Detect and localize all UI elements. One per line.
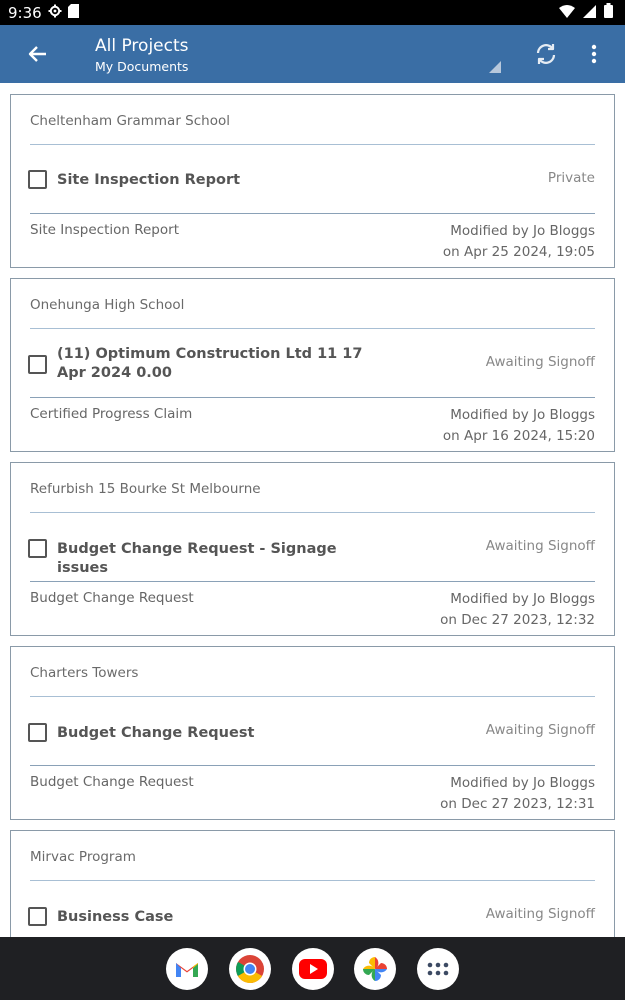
card-status: Awaiting Signoff xyxy=(485,906,595,922)
document-card[interactable] xyxy=(10,646,615,820)
sd-card-icon xyxy=(68,4,79,22)
divider xyxy=(30,144,595,145)
card-modified-info xyxy=(443,221,595,263)
card-modified-by: Modified by Jo Bloggs xyxy=(450,591,595,607)
select-checkbox[interactable] xyxy=(28,170,47,189)
card-document-type: Certified Progress Claim xyxy=(30,406,193,422)
card-document-type: Site Inspection Report xyxy=(30,222,179,238)
battery-icon xyxy=(604,3,613,22)
divider xyxy=(30,581,595,582)
card-modified-on: on Apr 25 2024, 19:05 xyxy=(442,244,595,260)
youtube-icon[interactable] xyxy=(292,948,334,990)
back-arrow-icon[interactable] xyxy=(22,38,54,70)
page-subtitle: My Documents xyxy=(95,59,189,74)
dropdown-triangle-icon[interactable] xyxy=(489,61,501,73)
app-bar xyxy=(0,25,625,83)
card-modified-on: on Dec 27 2023, 12:32 xyxy=(440,612,595,628)
card-modified-by: Modified by Jo Bloggs xyxy=(450,223,595,239)
more-options-icon[interactable] xyxy=(580,38,608,70)
card-document-title: Site Inspection Report xyxy=(57,172,241,188)
select-checkbox[interactable] xyxy=(28,907,47,926)
signal-icon xyxy=(583,4,596,22)
wifi-icon xyxy=(559,4,575,22)
status-bar xyxy=(0,0,625,25)
card-modified-on: on Apr 16 2024, 15:20 xyxy=(442,428,595,444)
chrome-icon[interactable] xyxy=(229,948,271,990)
gmail-icon[interactable] xyxy=(166,948,208,990)
divider xyxy=(30,880,595,881)
card-status: Private xyxy=(547,170,595,186)
document-card[interactable] xyxy=(10,94,615,268)
card-document-type: Budget Change Request xyxy=(30,774,194,790)
divider xyxy=(30,512,595,513)
card-document-title: Budget Change Request - Signage issues xyxy=(57,541,337,576)
card-modified-on: on Dec 27 2023, 12:31 xyxy=(440,796,595,812)
divider xyxy=(30,213,595,214)
select-checkbox[interactable] xyxy=(28,355,47,374)
card-document-type: Budget Change Request xyxy=(30,590,194,606)
card-modified-by: Modified by Jo Bloggs xyxy=(450,407,595,423)
card-status: Awaiting Signoff xyxy=(485,722,595,738)
card-project-name: Cheltenham Grammar School xyxy=(30,113,230,129)
card-document-title: Business Case xyxy=(57,909,174,925)
card-project-name: Onehunga High School xyxy=(30,297,185,313)
document-card[interactable] xyxy=(10,462,615,636)
status-time: 9:36 xyxy=(8,3,42,22)
document-card[interactable] xyxy=(10,278,615,452)
document-card[interactable] xyxy=(10,830,615,937)
card-modified-info xyxy=(440,773,595,815)
divider xyxy=(30,765,595,766)
project-selector[interactable] xyxy=(95,35,189,76)
card-modified-info xyxy=(440,589,595,631)
card-modified-info xyxy=(443,405,595,447)
settings-gear-icon xyxy=(48,4,62,22)
card-project-name: Charters Towers xyxy=(30,665,139,681)
card-status: Awaiting Signoff xyxy=(485,354,595,370)
card-status: Awaiting Signoff xyxy=(485,538,595,554)
select-checkbox[interactable] xyxy=(28,723,47,742)
card-project-name: Mirvac Program xyxy=(30,849,136,865)
refresh-icon[interactable] xyxy=(530,38,562,70)
app-drawer-icon[interactable] xyxy=(417,948,459,990)
card-modified-by: Modified by Jo Bloggs xyxy=(450,775,595,791)
page-title: All Projects xyxy=(95,36,189,56)
app-dock xyxy=(0,937,625,1000)
card-document-title: Budget Change Request xyxy=(57,725,255,741)
card-project-name: Refurbish 15 Bourke St Melbourne xyxy=(30,481,261,497)
card-document-title: (11) Optimum Construction Ltd 11 17 Apr 2024 0.00 xyxy=(57,346,363,381)
select-checkbox[interactable] xyxy=(28,539,47,558)
divider xyxy=(30,397,595,398)
divider xyxy=(30,696,595,697)
photos-icon[interactable] xyxy=(354,948,396,990)
document-list[interactable] xyxy=(0,83,625,937)
divider xyxy=(30,328,595,329)
